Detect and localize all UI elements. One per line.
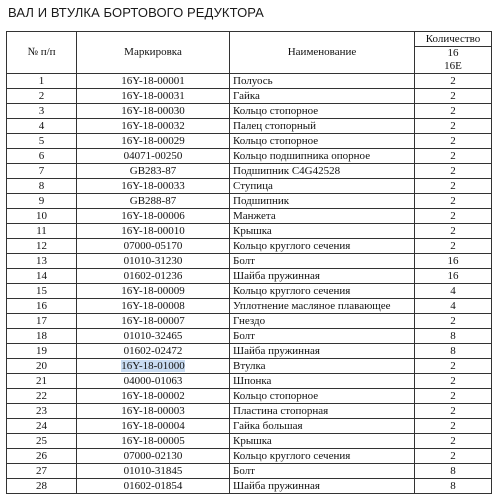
- table-row: [7, 359, 492, 374]
- row-number-cell: 20: [7, 359, 77, 374]
- row-quantity-cell: 16: [415, 269, 492, 284]
- row-number-cell: 23: [7, 404, 77, 419]
- table-row: [7, 134, 492, 149]
- row-quantity-cell: 2: [415, 89, 492, 104]
- row-marking-cell: 16Y-18-00002: [77, 389, 230, 404]
- row-name-cell: Кольцо подшипника опорное: [230, 149, 415, 164]
- table-row: [7, 149, 492, 164]
- table-row: [7, 404, 492, 419]
- row-number-cell: 6: [7, 149, 77, 164]
- row-quantity-cell: 2: [415, 134, 492, 149]
- row-quantity-cell: 2: [415, 104, 492, 119]
- table-row: [7, 449, 492, 464]
- row-quantity-cell: 8: [415, 344, 492, 359]
- row-name-cell: Манжета: [230, 209, 415, 224]
- row-marking-cell: 16Y-18-00030: [77, 104, 230, 119]
- table-row: [7, 254, 492, 269]
- row-name-cell: Ступица: [230, 179, 415, 194]
- row-quantity-cell: 16: [415, 254, 492, 269]
- row-quantity-cell: 4: [415, 299, 492, 314]
- table-row: [7, 224, 492, 239]
- row-quantity-cell: 2: [415, 209, 492, 224]
- row-quantity-cell: 2: [415, 194, 492, 209]
- row-number-cell: 18: [7, 329, 77, 344]
- row-quantity-cell: 4: [415, 284, 492, 299]
- row-name-cell: Уплотнение масляное плавающее: [230, 299, 415, 314]
- row-name-cell: Кольцо круглого сечения: [230, 449, 415, 464]
- row-quantity-cell: 2: [415, 74, 492, 89]
- row-marking-cell: 07000-05170: [77, 239, 230, 254]
- row-quantity-cell: 8: [415, 479, 492, 494]
- row-number-cell: 28: [7, 479, 77, 494]
- row-quantity-cell: 2: [415, 449, 492, 464]
- row-name-cell: Шайба пружинная: [230, 479, 415, 494]
- row-name-cell: Крышка: [230, 224, 415, 239]
- row-number-cell: 25: [7, 434, 77, 449]
- table-row: [7, 314, 492, 329]
- row-marking-cell: 01010-31845: [77, 464, 230, 479]
- row-name-cell: Болт: [230, 464, 415, 479]
- header-marking: Маркировка: [77, 32, 230, 74]
- row-number-cell: 9: [7, 194, 77, 209]
- row-marking-cell: [77, 359, 230, 374]
- table-row: [7, 89, 492, 104]
- row-marking-cell: 04071-00250: [77, 149, 230, 164]
- row-name-cell: Крышка: [230, 434, 415, 449]
- row-marking-cell: 16Y-18-00031: [77, 89, 230, 104]
- row-number-cell: 1: [7, 74, 77, 89]
- row-name-cell: Болт: [230, 329, 415, 344]
- header-quantity-model: [415, 47, 492, 74]
- table-row: [7, 419, 492, 434]
- row-marking-cell: 16Y-18-00008: [77, 299, 230, 314]
- row-number-cell: 26: [7, 449, 77, 464]
- row-number-cell: 16: [7, 299, 77, 314]
- row-name-cell: Шайба пружинная: [230, 269, 415, 284]
- table-row: [7, 299, 492, 314]
- row-marking-cell: GB283-87: [77, 164, 230, 179]
- row-number-cell: 22: [7, 389, 77, 404]
- table-row: [7, 284, 492, 299]
- row-marking-cell: 16Y-18-00009: [77, 284, 230, 299]
- row-quantity-cell: 2: [415, 224, 492, 239]
- row-quantity-cell: 8: [415, 464, 492, 479]
- table-row: [7, 389, 492, 404]
- row-quantity-cell: 2: [415, 149, 492, 164]
- row-number-cell: 13: [7, 254, 77, 269]
- table-row: [7, 104, 492, 119]
- row-name-cell: Шайба пружинная: [230, 344, 415, 359]
- row-marking-cell: 01602-01236: [77, 269, 230, 284]
- row-number-cell: 27: [7, 464, 77, 479]
- row-marking-cell: 07000-02130: [77, 449, 230, 464]
- row-quantity-cell: 2: [415, 434, 492, 449]
- table-row: [7, 239, 492, 254]
- header-name: Наименование: [230, 32, 415, 74]
- header-number: № п/п: [7, 32, 77, 74]
- row-number-cell: 17: [7, 314, 77, 329]
- row-quantity-cell: 2: [415, 389, 492, 404]
- row-marking-cell: 01010-31230: [77, 254, 230, 269]
- row-marking-cell: 01602-02472: [77, 344, 230, 359]
- row-marking-cell: 16Y-18-00010: [77, 224, 230, 239]
- row-quantity-cell: 2: [415, 359, 492, 374]
- row-name-cell: Кольцо стопорное: [230, 104, 415, 119]
- row-marking-cell: 16Y-18-00005: [77, 434, 230, 449]
- row-number-cell: 8: [7, 179, 77, 194]
- row-number-cell: 4: [7, 119, 77, 134]
- table-row: [7, 344, 492, 359]
- row-number-cell: 12: [7, 239, 77, 254]
- row-name-cell: Подшипник: [230, 194, 415, 209]
- row-number-cell: 10: [7, 209, 77, 224]
- row-quantity-cell: 2: [415, 374, 492, 389]
- highlighted-marking: 16Y-18-01000: [121, 359, 185, 372]
- table-row: [7, 209, 492, 224]
- row-marking-cell: 04000-01063: [77, 374, 230, 389]
- row-name-cell: Кольцо круглого сечения: [230, 284, 415, 299]
- table-row: [7, 179, 492, 194]
- row-quantity-cell: 2: [415, 119, 492, 134]
- row-number-cell: 21: [7, 374, 77, 389]
- row-marking-cell: 01010-32465: [77, 329, 230, 344]
- row-name-cell: Гайка большая: [230, 419, 415, 434]
- table-row: [7, 74, 492, 89]
- row-quantity-cell: 2: [415, 419, 492, 434]
- row-name-cell: Пластина стопорная: [230, 404, 415, 419]
- row-number-cell: 11: [7, 224, 77, 239]
- row-number-cell: 7: [7, 164, 77, 179]
- row-number-cell: 19: [7, 344, 77, 359]
- row-quantity-cell: 2: [415, 404, 492, 419]
- table-row: [7, 119, 492, 134]
- row-marking-cell: 01602-01854: [77, 479, 230, 494]
- row-number-cell: 2: [7, 89, 77, 104]
- row-name-cell: Подшипник C4G42528: [230, 164, 415, 179]
- parts-table-body: [7, 74, 492, 494]
- row-marking-cell: 16Y-18-00032: [77, 119, 230, 134]
- row-marking-cell: GB288-87: [77, 194, 230, 209]
- row-quantity-cell: 2: [415, 314, 492, 329]
- table-row: [7, 194, 492, 209]
- row-name-cell: Гайка: [230, 89, 415, 104]
- row-quantity-cell: 2: [415, 179, 492, 194]
- header-quantity: Количество: [415, 32, 492, 47]
- table-row: [7, 479, 492, 494]
- row-number-cell: 15: [7, 284, 77, 299]
- header-quantity-model-line2: 16E: [444, 60, 462, 72]
- row-marking-cell: 16Y-18-00006: [77, 209, 230, 224]
- row-name-cell: Палец стопорный: [230, 119, 415, 134]
- row-marking-cell: 16Y-18-00029: [77, 134, 230, 149]
- row-marking-cell: 16Y-18-00003: [77, 404, 230, 419]
- page-title: ВАЛ И ВТУЛКА БОРТОВОГО РЕДУКТОРА: [8, 5, 264, 20]
- table-row: [7, 164, 492, 179]
- row-name-cell: Втулка: [230, 359, 415, 374]
- row-marking-cell: 16Y-18-00004: [77, 419, 230, 434]
- row-marking-cell: 16Y-18-00007: [77, 314, 230, 329]
- table-row: [7, 269, 492, 284]
- row-name-cell: Кольцо круглого сечения: [230, 239, 415, 254]
- row-number-cell: 5: [7, 134, 77, 149]
- row-name-cell: Кольцо стопорное: [230, 389, 415, 404]
- parts-table: [6, 31, 492, 494]
- table-row: [7, 464, 492, 479]
- table-row: [7, 374, 492, 389]
- row-quantity-cell: 2: [415, 164, 492, 179]
- row-number-cell: 14: [7, 269, 77, 284]
- row-marking-cell: 16Y-18-00001: [77, 74, 230, 89]
- row-name-cell: Болт: [230, 254, 415, 269]
- row-marking-cell: 16Y-18-00033: [77, 179, 230, 194]
- row-number-cell: 3: [7, 104, 77, 119]
- row-name-cell: Шпонка: [230, 374, 415, 389]
- row-name-cell: Гнездо: [230, 314, 415, 329]
- row-name-cell: Полуось: [230, 74, 415, 89]
- table-row: [7, 434, 492, 449]
- row-number-cell: 24: [7, 419, 77, 434]
- row-quantity-cell: 8: [415, 329, 492, 344]
- row-name-cell: Кольцо стопорное: [230, 134, 415, 149]
- row-quantity-cell: 2: [415, 239, 492, 254]
- table-row: [7, 329, 492, 344]
- header-quantity-model-line1: 16: [447, 47, 459, 59]
